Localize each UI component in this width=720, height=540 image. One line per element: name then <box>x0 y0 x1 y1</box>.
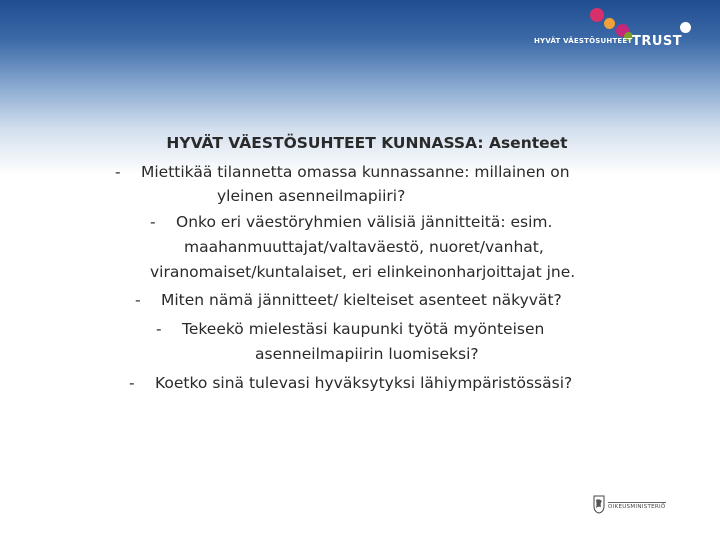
logo-brand-text: HYVÄT VÄESTÖSUHTEET <box>534 37 633 45</box>
bullet-line <box>150 213 552 231</box>
lion-crest-icon <box>592 494 606 514</box>
bullet-line-continuation <box>255 345 479 363</box>
bullet-marker: - <box>150 213 156 231</box>
logo-dot-icon <box>590 8 604 22</box>
bullet-marker: - <box>129 374 135 392</box>
logo-dot-icon <box>680 22 691 33</box>
bullet-line-continuation <box>217 187 405 205</box>
bullet-text: Koetko sinä tulevasi hyväksytyksi lähiympäristössäsi? <box>155 374 573 392</box>
bullet-line <box>135 291 562 309</box>
bullet-line-continuation <box>184 238 544 256</box>
logo-dot-icon <box>604 18 615 29</box>
bullet-marker: - <box>135 291 141 309</box>
bullet-text: yleinen asenneilmapiiri? <box>217 187 406 205</box>
bullet-text: Onko eri väestöryhmien välisiä jännitteitä: esim. <box>176 213 553 231</box>
trust-logo <box>532 6 702 56</box>
bullet-line <box>156 320 544 338</box>
bullet-marker: - <box>115 163 121 181</box>
bullet-text: Miettikää tilannetta omassa kunnassanne: millainen on <box>141 163 570 181</box>
bullet-text: Miten nämä jännitteet/ kielteiset asenteet näkyvät? <box>161 291 562 309</box>
bullet-text: maahanmuuttajat/valtaväestö, nuoret/vanhat, <box>184 238 544 256</box>
bullet-text: viranomaiset/kuntalaiset, eri elinkeinonharjoittajat jne. <box>150 263 576 281</box>
bullet-marker: - <box>156 320 162 338</box>
ministry-logo <box>590 494 680 518</box>
bullet-text: asenneilmapiirin luomiseksi? <box>255 345 479 363</box>
bullet-line-continuation <box>150 263 575 281</box>
logo-brand-word: TRUST <box>632 34 683 49</box>
bullet-text: Tekeekö mielestäsi kaupunki työtä myönteisen <box>182 320 545 338</box>
ministry-text: OIKEUSMINISTERIÖ <box>608 504 666 510</box>
slide-title: HYVÄT VÄESTÖSUHTEET KUNNASSA: Asenteet <box>166 134 568 152</box>
bullet-line <box>129 374 572 392</box>
bullet-line <box>115 163 570 181</box>
